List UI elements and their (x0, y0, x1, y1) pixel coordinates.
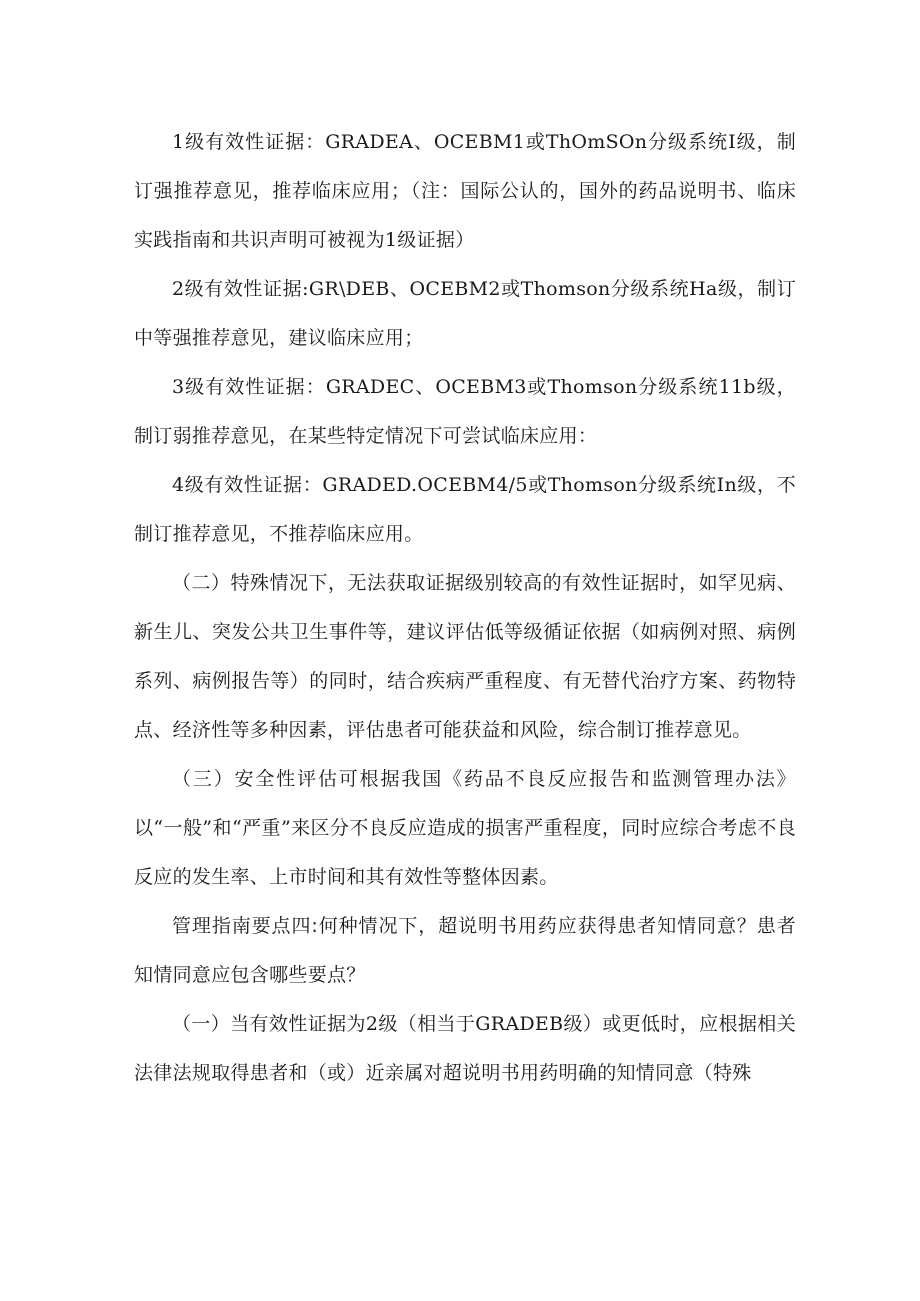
paragraph-level3-evidence: 3级有效性证据：GRADEC、OCEBM3或Thomson分级系统11b级，制订弱推荐意见，在某些特定情况下可尝试临床应用： (134, 376, 796, 447)
paragraph-level1-evidence: 1级有效性证据：GRADEA、OCEBM1或ThOmSOn分级系统I级，制订强推荐意见，推荐临床应用；（注：国际公认的，国外的药品说明书、临床实践指南和共识声明可被视为1级证据） (134, 131, 796, 251)
paragraph-level2-evidence: 2级有效性证据:GR\DEB、OCEBM2或Thomson分级系统Ha级，制订中等强推荐意见，建议临床应用； (134, 278, 796, 349)
paragraph-special-cases: （二）特殊情况下，无法获取证据级别较高的有效性证据时，如罕见病、新生儿、突发公共卫生事件等，建议评估低等级循证依据（如病例对照、病例系列、病例报告等）的同时，结合疾病严重程度、有无替代治疗方案、药物特点、经济性等多种因素，评估患者可能获益和风险，综合制订推荐意见。 (134, 572, 796, 741)
paragraph-informed-consent: （一）当有效性证据为2级（相当于GRADEB级）或更低时，应根据相关法律法规取得患者和（或）近亲属对超说明书用药明确的知情同意（特殊 (134, 1013, 796, 1084)
paragraph-level4-evidence: 4级有效性证据：GRADED.OCEBM4/5或Thomson分级系统In级，不制订推荐意见，不推荐临床应用。 (134, 474, 796, 545)
paragraph-safety-assessment: （三）安全性评估可根据我国《药品不良反应报告和监测管理办法》以“一般”和“严重”来区分不良反应造成的损害严重程度，同时应综合考虑不良反应的发生率、上市时间和其有效性等整体因素。 (134, 768, 796, 888)
section-heading: 管理指南要点四:何种情况下，超说明书用药应获得患者知情同意？患者知情同意应包含哪些要点？ (134, 915, 796, 986)
